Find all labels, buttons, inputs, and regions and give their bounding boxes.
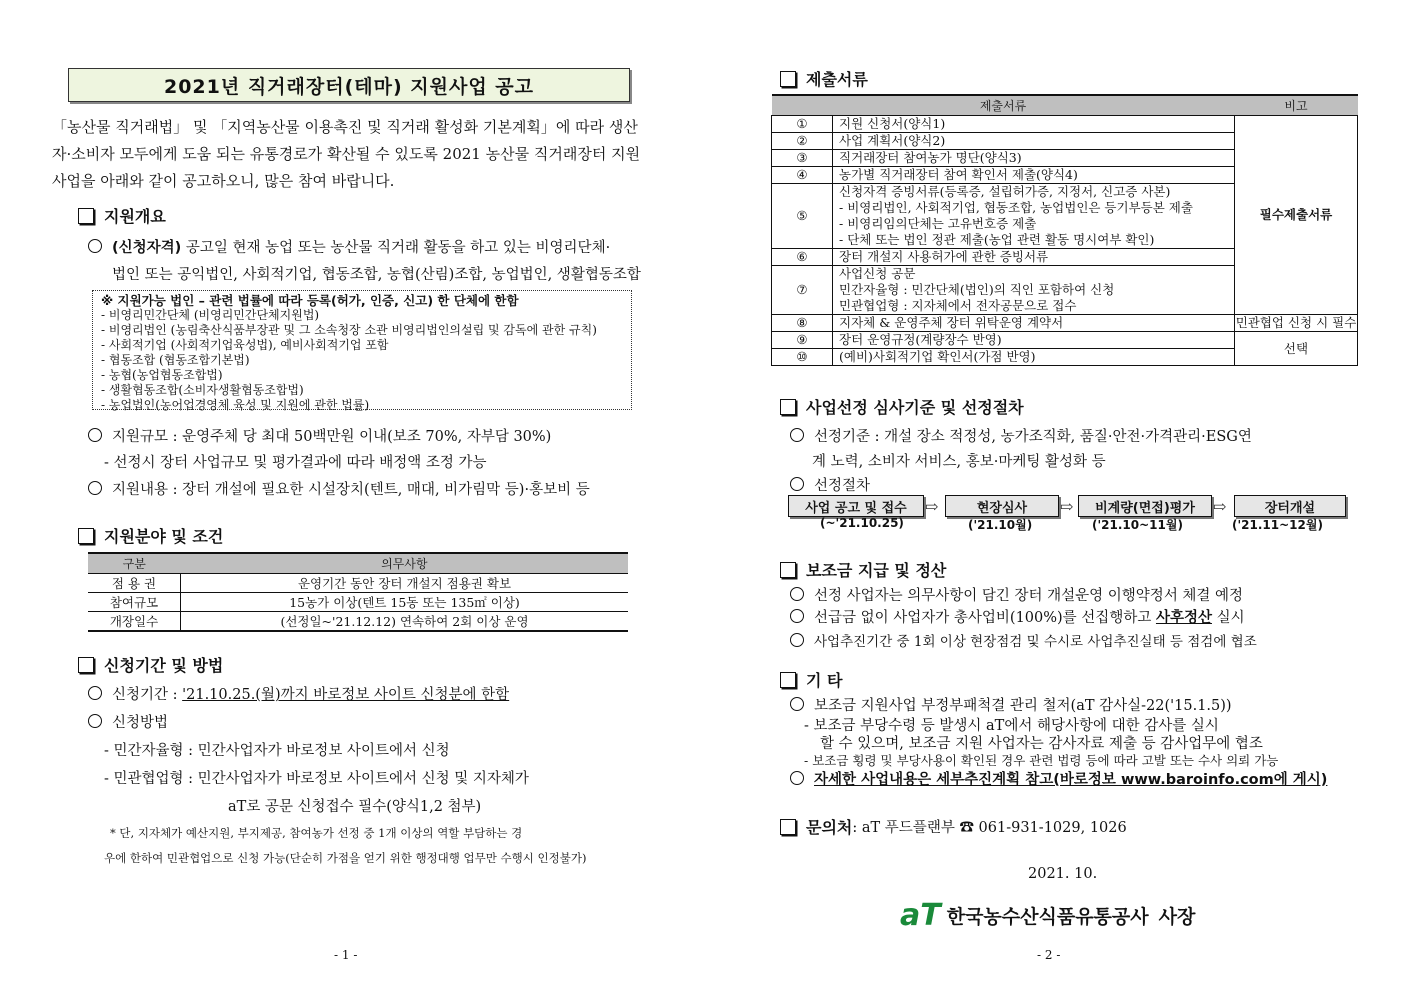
note-item: - 농협(농업협동조합법): [101, 368, 223, 382]
note-item: - 사회적기업 (사회적기업육성법), 예비사회적기업 포함: [101, 338, 389, 352]
bullet-circle-icon: [88, 714, 102, 728]
footnote-2: 우에 한하여 민관협업으로 신청 가능(단순히 가점을 얻기 위한 행정대행 업무만 수행시 인정불가): [104, 851, 587, 865]
note-item: - 비영리민간단체 (비영리민간단체지원법): [101, 308, 320, 322]
section-etc: 기 타: [780, 668, 842, 691]
note-item: - 비영리법인 (농림축산식품부장관 및 그 소속청장 소관 비영리법인의설립 및 감독에 관한 규칙): [101, 323, 597, 337]
application-method-line: 신청방법: [88, 711, 168, 732]
announcement-date: 2021. 10.: [1028, 866, 1098, 882]
table-header: 구분: [88, 553, 181, 574]
section-application: 신청기간 및 방법: [78, 653, 223, 676]
method-public-private-2: aT로 공문 신청접수 필수(양식1,2 첨부): [228, 799, 482, 815]
etc-line-1: 보조금 지원사업 부정부패척결 관리 철저(aT 감사실-22('15.1.5)): [790, 694, 1232, 715]
announcement-title: 2021년 직거래장터(테마) 지원사업 공고: [68, 68, 630, 102]
etc-line-4: 자세한 사업내용은 세부추진계획 참고(바로정보 www.baroinfo.com에 게시): [790, 768, 1327, 789]
bullet-circle-icon: [790, 771, 804, 785]
table-row: ② 사업 계획서(양식2): [772, 133, 1358, 150]
at-logo-icon: aT: [900, 898, 941, 933]
table-header: 의무사항: [181, 553, 629, 574]
table-row: ⑦ 사업신청 공문 민간자율형 : 민간단체(법인)의 직인 포함하여 신청 민관협업형 : 지자체에서 전자공문으로 접수: [772, 266, 1358, 315]
checkbox-square-icon: [780, 71, 796, 87]
note-item: - 생활협동조합(소비자생활협동조합법): [101, 383, 304, 397]
table-row: ③ 직거래장터 참여농가 명단(양식3): [772, 150, 1358, 167]
etc-line-3: - 보조금 횡령 및 부당사용이 확인된 경우 관련 법령 등에 따라 고발 또는 수사 의뢰 가능: [804, 753, 1279, 768]
checkbox-square-icon: [780, 819, 796, 835]
subsidy-line-1: 선정 사업자는 의무사항이 담긴 장터 개설운영 이행약정서 체결 예정: [790, 584, 1243, 605]
process-step-2-date: ('21.10월): [968, 518, 1033, 532]
page-2: [700, 0, 1403, 992]
checkbox-square-icon: [780, 562, 796, 578]
application-period-line: 신청기간 : '21.10.25.(월)까지 바로정보 사이트 신청분에 한함: [88, 683, 509, 704]
bullet-circle-icon: [790, 697, 804, 711]
bullet-circle-icon: [88, 428, 102, 442]
section-support-overview: 지원개요: [78, 204, 166, 227]
table-row: 점 용 권 운영기간 동안 장터 개설지 점용권 확보: [88, 574, 628, 593]
obligations-table: [88, 552, 628, 632]
section-contact: 문의처 : aT 푸드플랜부 ☎ 061-931-1029, 1026: [780, 815, 1127, 838]
support-scale-sub: - 선정시 장터 사업규모 및 평가결과에 따라 배정액 조정 가능: [104, 455, 487, 471]
issuer-signature: [900, 898, 1195, 933]
support-scale-line: 지원규모 : 운영주체 당 최대 50백만원 이내(보조 70%, 자부담 30%): [88, 425, 551, 446]
table-row: ⑨ 장터 운영규정(계량장수 반영) 선택: [772, 332, 1358, 349]
intro-paragraph: 「농산물 직거래법」 및 「지역농산물 이용촉진 및 직거래 활성화 기본계획」에 따라 생산자·소비자 모두에게 도움 되는 유통경로가 확산될 수 있도록 2021 농산물 직거래장터 지원사업을 아래와 같이 공고하오니, 많은 참여 바랍니다.: [52, 118, 641, 190]
method-private: - 민간자율형 : 민간사업자가 바로정보 사이트에서 신청: [104, 743, 450, 759]
issuer-title: 사장: [1158, 906, 1196, 928]
bullet-circle-icon: [790, 587, 804, 601]
organization-name: 한국농수산식품유통공사: [946, 906, 1149, 928]
process-step-1-date: (~'21.10.25): [820, 516, 904, 530]
footnote-1: * 단, 지자체가 예산지원, 부지제공, 참여농가 선정 중 1개 이상의 역할 부담하는 경: [110, 826, 523, 840]
arrow-right-icon: ⇨: [1213, 497, 1227, 516]
selection-process-label: 선정절차: [790, 474, 870, 495]
checkbox-square-icon: [780, 672, 796, 688]
bullet-circle-icon: [790, 609, 804, 623]
section-documents: 제출서류: [780, 67, 868, 90]
table-row: ⑤ 신청자격 증빙서류(등록증, 설립허가증, 지정서, 신고증 사본) - 비영리법인, 사회적기업, 협동조합, 농업법인은 등기부등본 제출 - 비영리임의단체는 고유번호증 제출 - 단체 또는 법인 정관 제출(농업 관련 활동 명시여부 확인): [772, 184, 1358, 249]
bullet-circle-icon: [790, 477, 804, 491]
checkbox-square-icon: [78, 657, 94, 673]
process-step-4-date: ('21.11~12월): [1232, 518, 1323, 532]
table-row: ⑥ 장터 개설지 사용허가에 관한 증빙서류: [772, 249, 1358, 266]
note-item: - 농업법인(농어업경영체 육성 및 지원에 관한 법률): [101, 398, 370, 412]
checkbox-square-icon: [780, 399, 796, 415]
etc-line-2b: 할 수 있으며, 보조금 지원 사업자는 감사자료 제출 등 감사업무에 협조: [820, 736, 1263, 752]
process-step-3: 비계량(면접)평가: [1078, 495, 1212, 517]
section-subsidy: 보조금 지급 및 정산: [780, 558, 946, 581]
remark-public-private: 민관협업 신청 시 필수: [1235, 315, 1357, 330]
checkbox-square-icon: [78, 528, 94, 544]
table-row: 개장일수 (선정일~'21.12.12) 연속하여 2회 이상 운영: [88, 612, 628, 632]
process-step-3-date: ('21.10~11월): [1092, 518, 1183, 532]
section-selection: 사업선정 심사기준 및 선정절차: [780, 395, 1024, 418]
page-1: [0, 0, 700, 992]
table-row: ① 지원 신청서(양식1) 필수제출서류: [772, 116, 1358, 133]
subsidy-line-2: 선급금 없이 사업자가 총사업비(100%)를 선집행하고 사후정산 실시: [790, 606, 1245, 627]
application-deadline: '21.10.25.(월)까지 바로정보 사이트 신청분에 한함: [182, 687, 510, 703]
table-header: 제출서류: [772, 95, 1235, 116]
table-row: ⑧ 지자체 & 운영주체 장터 위탁운영 계약서 민관협업 신청 시 필수: [772, 315, 1358, 332]
bullet-circle-icon: [88, 481, 102, 495]
remark-required: 필수제출서류: [1235, 116, 1358, 315]
page-number: - 1 -: [334, 948, 358, 962]
page-number: - 2 -: [1037, 948, 1061, 962]
documents-table: [771, 94, 1358, 366]
eligibility-line-2: 법인 또는 공익법인, 사회적기업, 협동조합, 농협(산림)조합, 농업법인, 생활협동조합: [112, 267, 641, 283]
subsidy-line-3: 사업추진기간 중 1회 이상 현장점검 및 수시로 사업추진실태 등 점검에 협조: [790, 630, 1257, 650]
note-item: - 협동조합 (협동조합기본법): [101, 353, 250, 367]
checkbox-square-icon: [78, 208, 94, 224]
table-row: 참여규모 15농가 이상(텐트 15동 또는 135㎡ 이상): [88, 593, 628, 612]
method-public-private: - 민관협업형 : 민간사업자가 바로정보 사이트에서 신청 및 지자체가: [104, 771, 529, 787]
arrow-right-icon: ⇨: [1060, 497, 1074, 516]
arrow-right-icon: ⇨: [925, 497, 939, 516]
eligibility-line: (신청자격) 공고일 현재 농업 또는 농산물 직거래 활동을 하고 있는 비영리단체·: [88, 236, 610, 257]
process-step-1: 사업 공고 및 접수: [788, 495, 924, 517]
process-step-4: 장터개설: [1234, 495, 1346, 517]
selection-criteria: 선정기준 : 개설 장소 적정성, 농가조직화, 품질·안전·가격관리·ESG연: [790, 425, 1252, 446]
remark-optional: 선택: [1235, 332, 1358, 366]
table-row: ④ 농가별 직거래장터 참여 확인서 제출(양식4): [772, 167, 1358, 184]
bullet-circle-icon: [790, 633, 804, 647]
process-step-2: 현장심사: [945, 495, 1059, 517]
etc-line-2: - 보조금 부당수령 등 발생시 aT에서 해당사항에 대한 감사를 실시: [804, 718, 1219, 734]
bullet-circle-icon: [88, 686, 102, 700]
bullet-circle-icon: [790, 428, 804, 442]
selection-criteria-2: 계 노력, 소비자 서비스, 홍보·마케팅 활성화 등: [812, 454, 1106, 470]
table-row: ⑩ (예비)사회적기업 확인서(가점 반영): [772, 349, 1358, 366]
eligible-entities-note: [92, 290, 632, 410]
bullet-circle-icon: [88, 239, 102, 253]
table-header: 비고: [1235, 95, 1358, 116]
section-support-fields: 지원분야 및 조건: [78, 524, 223, 547]
note-title: ※ 지원가능 법인 – 관련 법률에 따라 등록(허가, 인증, 신고) 한 단체에 한함: [101, 293, 519, 308]
support-content-line: 지원내용 : 장터 개설에 필요한 시설장치(텐트, 매대, 비가림막 등)·홍보비 등: [88, 478, 590, 499]
